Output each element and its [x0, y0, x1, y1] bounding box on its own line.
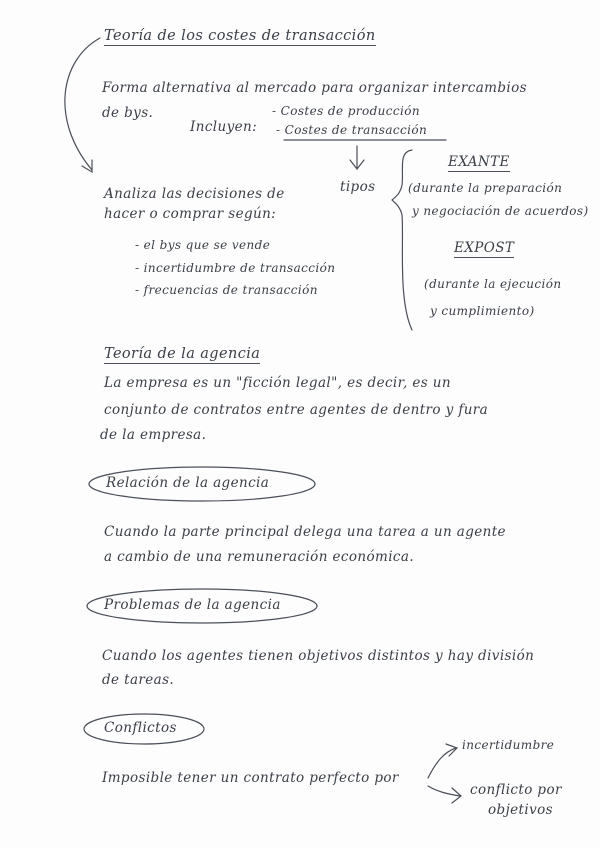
branch-uncertainty: incertidumbre [462, 738, 555, 752]
ex-post-desc-2: y cumplimiento) [430, 304, 535, 318]
includes-item-2: - Costes de transacción [276, 123, 428, 137]
includes-label: Incluyen: [190, 119, 258, 135]
relation-title: Relación de la agencia [106, 475, 270, 491]
relation-line-1: Cuando la parte principal delega una tarea a un agente [104, 524, 506, 540]
curved-arrow [65, 38, 100, 170]
includes-item-1: - Costes de producción [272, 104, 421, 118]
criteria-item-3: - frecuencias de transacción [135, 283, 318, 297]
conflicts-title: Conflictos [104, 720, 177, 736]
ex-post-desc-1: (durante la ejecución [424, 277, 562, 291]
analysis-line-2: hacer o comprar según: [104, 206, 277, 222]
analysis-line-1: Analiza las decisiones de [104, 186, 285, 202]
ex-post-title: EXPOST [454, 240, 515, 256]
transaction-title: Teoría de los costes de transacción [104, 28, 376, 44]
criteria-item-2: - incertidumbre de transacción [135, 261, 336, 275]
problems-line-1: Cuando los agentes tienen objetivos distintos y hay división [102, 648, 535, 664]
agency-line-3: de la empresa. [100, 427, 207, 443]
branch-conflict-1: conflicto por [470, 782, 562, 798]
agency-title: Teoría de la agencia [104, 346, 261, 362]
problems-title: Problemas de la agencia [104, 597, 281, 613]
ex-ante-title: EXANTE [448, 154, 510, 170]
agency-line-2: conjunto de contratos entre agentes de dentro y fura [104, 402, 489, 418]
intro-line-2: de bys. [102, 105, 154, 121]
ex-ante-desc-2: y negociación de acuerdos) [412, 204, 589, 218]
types-label: tipos [340, 179, 376, 195]
problems-line-2: de tareas. [102, 672, 175, 688]
types-brace [392, 150, 412, 330]
intro-line-1: Forma alternativa al mercado para organizar intercambios [102, 80, 527, 96]
agency-line-1: La empresa es un "ficción legal", es decir, es un [104, 375, 451, 391]
relation-line-2: a cambio de una remuneración económica. [104, 549, 415, 565]
conflicts-line: Imposible tener un contrato perfecto por [102, 770, 399, 786]
criteria-item-1: - el bys que se vende [135, 238, 271, 252]
curved-arrow-head [82, 160, 92, 172]
ex-ante-desc-1: (durante la preparación [408, 181, 563, 195]
branch-conflict-2: objetivos [488, 802, 553, 818]
